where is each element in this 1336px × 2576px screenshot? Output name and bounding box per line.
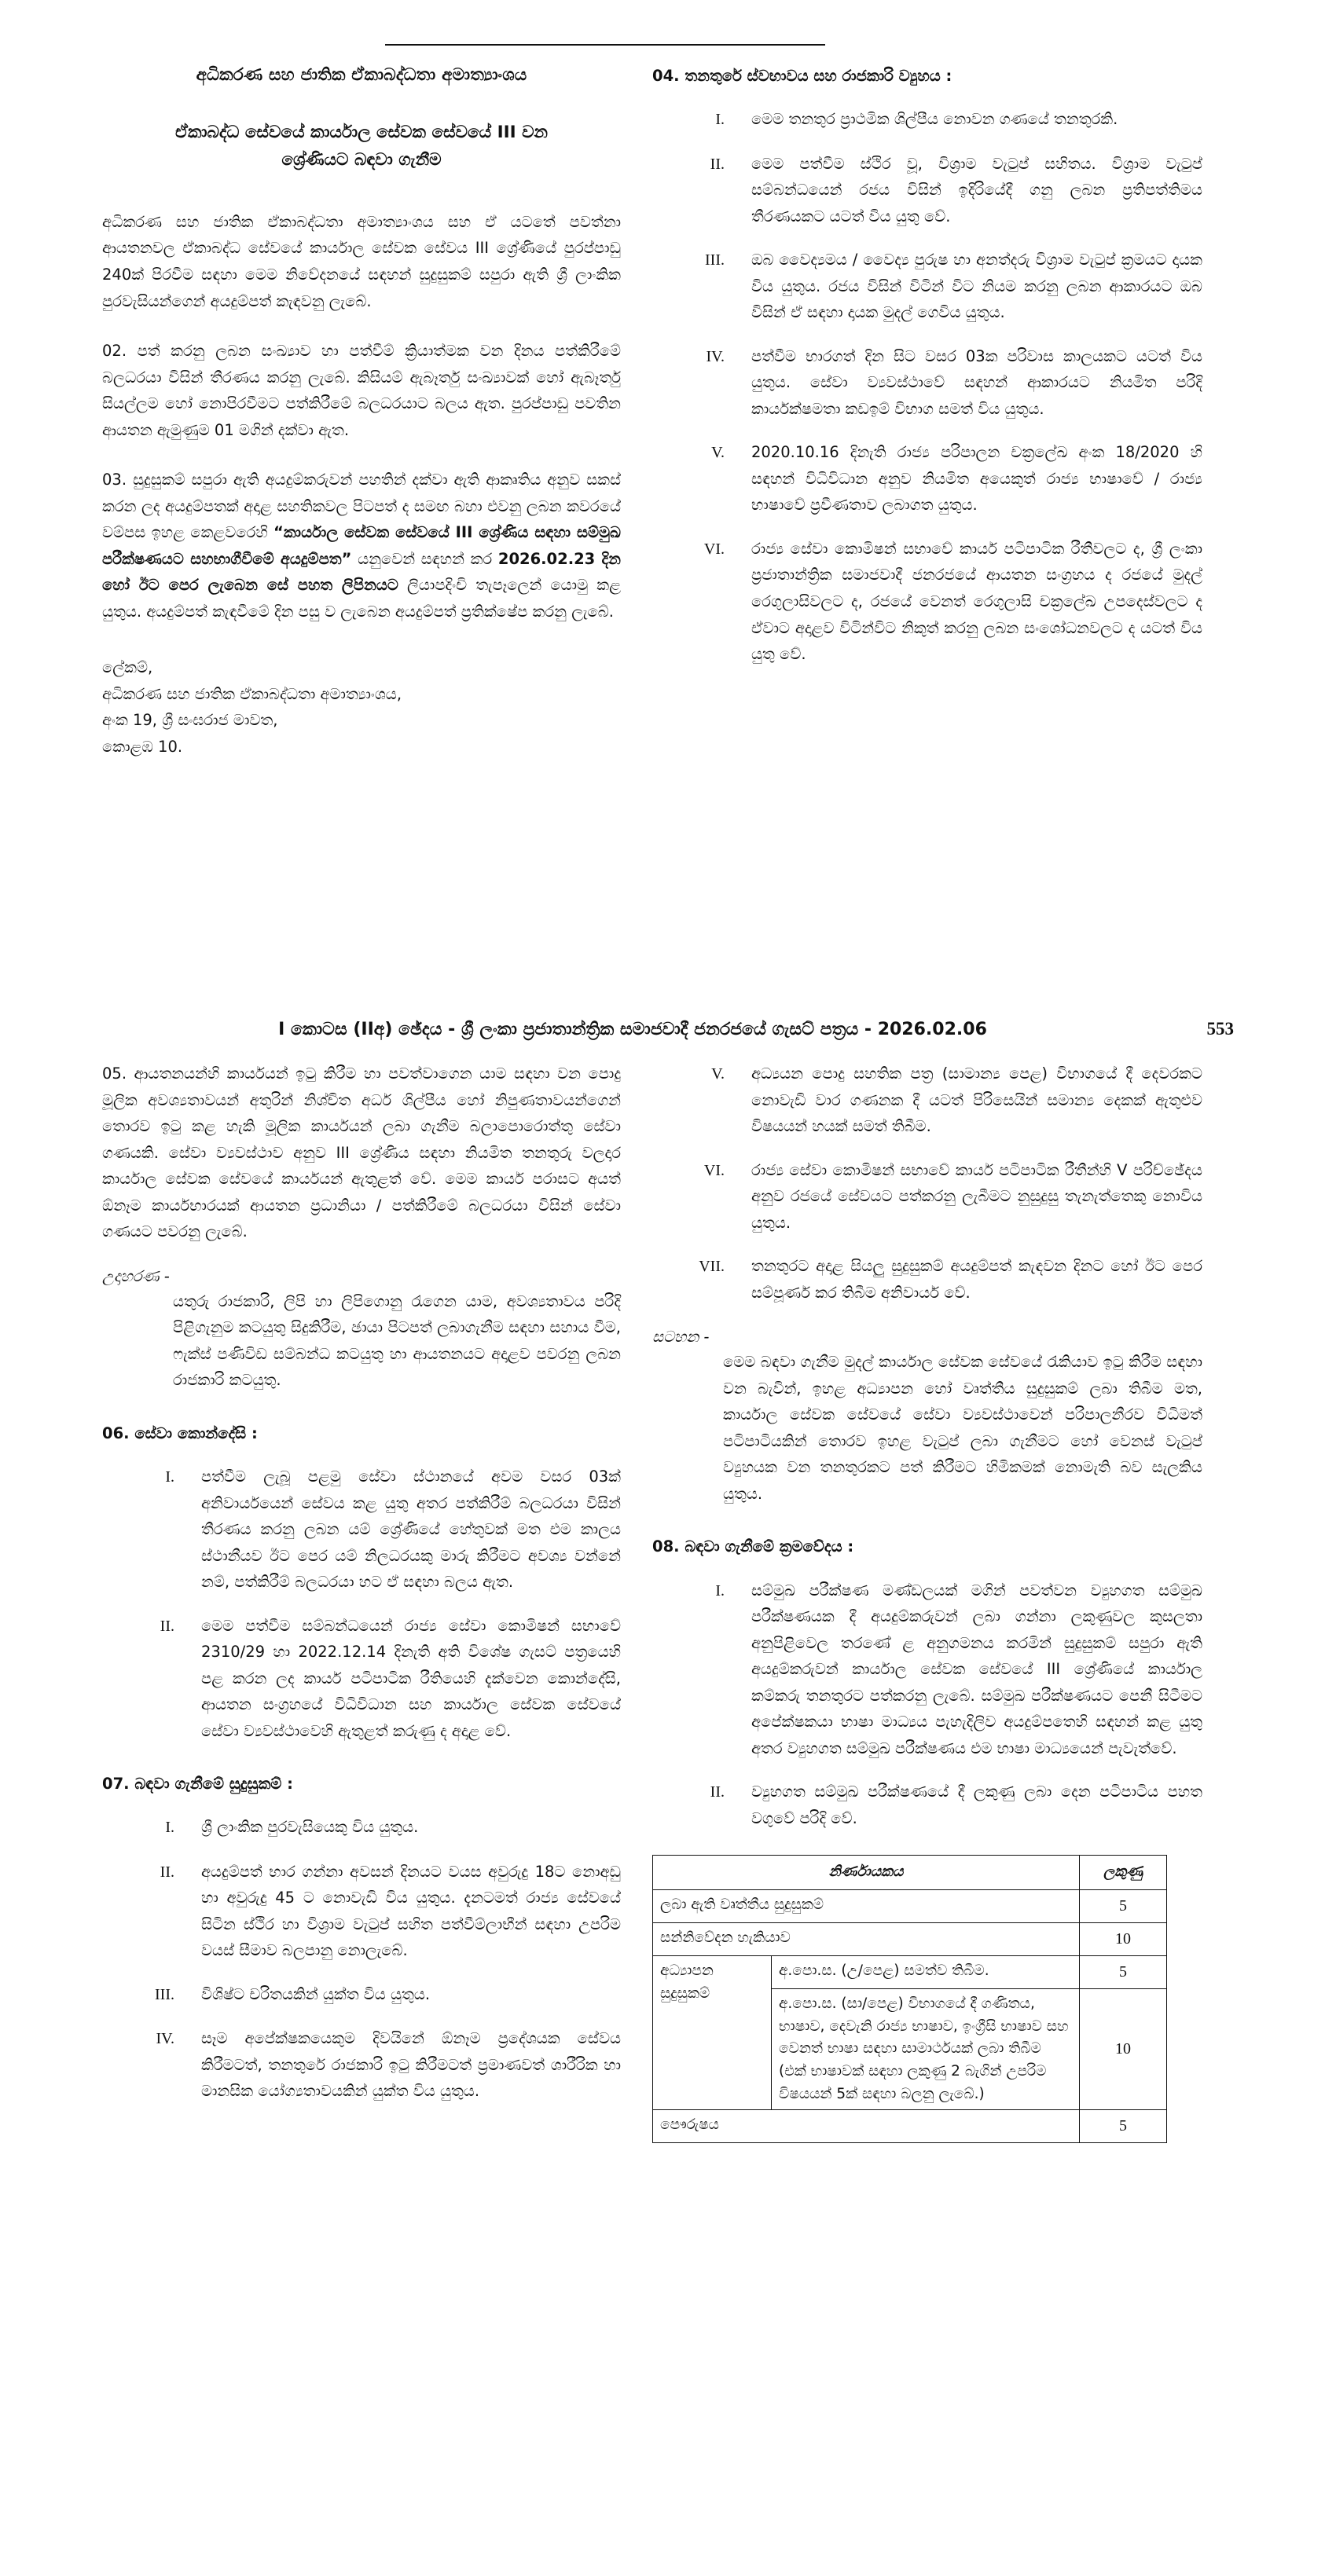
- list-item: [652, 1577, 1202, 1762]
- list-item: [652, 247, 1202, 326]
- list-item: [652, 343, 1202, 423]
- section-08-list: [652, 1577, 1202, 1832]
- list-item-text: තනතුරට අදාළ සියලු සුදුසුකම් අයදුම්පත් කැඳවන දිනට හෝ ඊට පෙර සම්පූර්ණ කර තිබීම අනිවාර්ය වේ.: [751, 1257, 1202, 1302]
- list-item-number: V.: [711, 1065, 725, 1083]
- table-row: [653, 1923, 1167, 1956]
- list-item-text: පත්වීම ලැබූ පළමු සේවා ස්ථානයේ අවම වසර 03ක් අනිවාර්යයෙන් සේවය කළ යුතු අතර පත්කිරීම් බලධරයා විසින් තීරණය කරනු ලබන යම් ශ්‍රේණියේ හේතුවක් මත එම කාලය ස්ථානීයව ඊට පෙර යම් නිලධරයකු මාරු කිරීමට අවශ්‍ය වන්නේ නම්, පත්කිරීම් බලධරයා හට ඒ සඳහා බලය ඇත.: [201, 1467, 621, 1592]
- list-item: [652, 1253, 1202, 1306]
- section-04-list: [652, 106, 1202, 667]
- list-item: [102, 1464, 621, 1596]
- signature-line-4: කොළඹ 10.: [102, 737, 183, 756]
- paragraph-03-part-a: 03. සුදුසුකම් සපුරා ඇති අයදුම්කරුවන් පහතින් දක්වා ඇති ආකෘතිය අනුව සකස් කරන ලද අයදුම්පතක් අදාළ සහතිකවල පිටපත් ද සමඟ බහා එවනු ලබන කවරයේ වම්පස ඉහළ කෙළවරෙහි: [102, 471, 621, 542]
- list-item-number: I.: [165, 1819, 174, 1837]
- table-cell-criteria: ලබා ඇති වෘත්තීය සුදුසුකම්: [653, 1890, 1080, 1923]
- table-header-marks: ලකුණු: [1080, 1856, 1167, 1890]
- list-item-text: පත්වීම භාරගත් දින සිට වසර 03ක පරිවාස කාලයකට යටත් විය යුතුය. සේවා ව්‍යවස්ථාවේ සඳහන් ආකාරයට නියමිත පරිදි කාර්යක්ෂමතා කඩඉම් විභාග සමත් විය යුතුය.: [751, 346, 1202, 418]
- list-item-number: III.: [155, 1985, 174, 2003]
- list-item: [652, 1061, 1202, 1140]
- list-item: [652, 1157, 1202, 1237]
- list-item: [652, 1779, 1202, 1831]
- list-item-number: IV.: [706, 347, 725, 365]
- list-item-number: VII.: [699, 1258, 725, 1276]
- notice-title-line2: ශ්‍රේණියට බඳවා ගැනීම: [281, 150, 442, 170]
- notice-title-line1: ඒකාබද්ධ සේවයේ කාර්යාල සේවක සේවයේ III වන: [174, 123, 549, 143]
- right-column-bottom: [652, 1061, 1202, 2143]
- table-cell-marks: 5: [1080, 2110, 1167, 2143]
- table-row: [653, 2110, 1167, 2143]
- paragraph-03-part-c: ලියාපදිංචි තැපෑලෙන් යොමු කළ යුතුය. අයදුම්පත් කැඳවීමේ දින පසු ව ලැබෙන අයදුම්පත් ප්‍රතික්ෂේප කරනු ලැබේ.: [102, 576, 621, 621]
- list-item-text: මෙම පත්වීම ස්ථිර වූ, විශ්‍රාම වැටුප් සහිතය. විශ්‍රාම වැටුප් සම්බන්ධයෙන් රජය විසින් ඉදිරියේදී ගනු ලබන ප්‍රතිපත්තිමය තීරණයකට යටත් විය යුතු වේ.: [751, 154, 1202, 225]
- table-cell-marks: 10: [1080, 1989, 1167, 2110]
- list-item-number: II.: [160, 1617, 174, 1635]
- table-cell-criteria: පෞරුෂය: [653, 2110, 1080, 2143]
- running-header-text: I කොටස (IIඅ) ඡේදය - ශ්‍රී ලංකා ප්‍රජාතාන්ත්‍රික සමාජවාදී ජනරජයේ ගැසට් පත්‍රය - 2026.02.06: [278, 1020, 987, 1039]
- section-07-heading: 07. බඳවා ගැනීමේ සුදුසුකම් :: [102, 1775, 293, 1794]
- list-item: [102, 1859, 621, 1964]
- list-item-text: 2020.10.16 දිනැති රාජ්‍ය පරිපාලන චක්‍රලේඛ අංක 18/2020 හි සඳහන් විධිවිධාන අනුව නියමිත අයෙකුත් රාජ්‍ය භාෂාවේ / රාජ්‍ය භාෂාවේ ප්‍රවීණතාව ලබාගත යුතුය.: [751, 443, 1202, 515]
- notice-title: [102, 119, 621, 174]
- top-divider-rule: [385, 44, 825, 46]
- left-column-bottom: [102, 1061, 621, 2105]
- list-item: [652, 106, 1202, 133]
- section-07-list: [102, 1814, 621, 2105]
- table-row: [653, 1956, 1167, 1989]
- ministry-name: අධිකරණ සහ ජාතික ඒකාබද්ධතා අමාත්‍යාංශය: [196, 65, 527, 85]
- list-item-number: VI.: [703, 1161, 725, 1179]
- table-cell-criteria: අ.පො.ස. (උ/පෙළ) සමත්ව තිබීම.: [772, 1956, 1080, 1989]
- list-item: [102, 1814, 621, 1841]
- paragraph-01: අධිකරණ සහ ජාතික ඒකාබද්ධතා අමාත්‍යාංශය සහ ඒ යටතේ පවත්නා ආයතනවල ඒකාබද්ධ සේවයේ කාර්යාල සේවක සේවය III ශ්‍රේණියේ පුරප්පාඩු 240ක් පිරවීම සඳහා මෙම නිවේදනයේ සඳහන් සුදුසුකම් සපුරා ඇති ශ්‍රී ලාංකික පුරවැසියන්ගෙන් අයදුම්පත් කැඳවනු ලැබේ.: [102, 212, 621, 310]
- list-item-text: අධ්‍යයන පොදු සහතික පත්‍ර (සාමාන්‍ය පෙළ) විභාගයේ දී දෙවරකට නොවැඩි වාර ගණනක දී යටත් පිරිසෙයින් සමාන්‍ය දෙකක් ඇතුළුව විෂයයන් හයක් සමත් තිබීම.: [751, 1064, 1202, 1136]
- list-item-number: I.: [715, 111, 725, 129]
- left-column-top: [102, 63, 621, 760]
- list-item: [652, 536, 1202, 668]
- list-item-text: සෑම අපේක්ෂකයෙකුම දිවයිනේ ඕනෑම ප්‍රදේශයක සේවය කිරීමටත්, තනතුරේ රාජකාරි ඉටු කිරීමටත් ප්‍රමාණවත් ශාරීරික හා මානසික යෝග්‍යතාවයකින් යුක්ත විය යුතුය.: [201, 2029, 621, 2101]
- table-row: [653, 1890, 1167, 1923]
- list-item: [652, 439, 1202, 518]
- list-item-number: II.: [710, 155, 725, 173]
- list-item: [102, 2025, 621, 2105]
- marks-table: [652, 1855, 1167, 2143]
- table-header-criteria: නිර්ණායකය: [653, 1856, 1080, 1890]
- paragraph-03-bold-deadline: 2026.02.23 දින හෝ ඊට පෙර ලැබෙන සේ පහත ලිපිනයට: [102, 549, 621, 595]
- section-06-heading: 06. සේවා කොන්දේසි :: [102, 1424, 258, 1442]
- list-item-text: ශ්‍රී ලාංකික පුරවැසියෙකු විය යුතුය.: [201, 1818, 419, 1837]
- list-item-number: I.: [715, 1581, 725, 1599]
- section-08-heading: 08. බඳවා ගැනීමේ ක්‍රමවේදය :: [652, 1537, 854, 1556]
- table-cell-category: අධ්‍යාපන සුදුසුකම්: [653, 1956, 772, 2110]
- list-item-text: රාජ්‍ය සේවා කොමිෂන් සභාවේ කාර්ය පටිපාටික රීතීන්හි V පරිච්ඡේදය අනුව රජයේ සේවයට පත්කරනු ලැබීමට නුසුදුසු තැනැත්තෙකු නොවිය යුතුය.: [751, 1160, 1202, 1232]
- example-label: උදාහරණ -: [102, 1266, 170, 1285]
- running-header: [102, 1019, 1234, 1039]
- example-text: යතුරු රාජකාරි, ලිපි හා ලිපිගොනු රැගෙන යාම, අවශ්‍යතාවය පරිදි පිළිගැනුම කටයුතු සිදුකිරීම, ඡායා පිටපත් ලබාගැනීම සඳහා සහාය වීම, ෆැක්ස් පණිවිඩ සම්බන්ධ කටයුතු හා ආයතනයට අදාළව පවරනු ලබන රාජකාරි කටයුතු.: [173, 1292, 621, 1390]
- paragraph-02: 02. පත් කරනු ලබන සංඛ්‍යාව හා පත්වීම් ක්‍රියාත්මක වන දිනය පත්කිරීමේ බලධරයා විසින් තීරණය කරනු ලැබේ. කිසියම් ඇබෑර්තු සංඛ්‍යාවක් හෝ ඇබෑර්තු සියල්ලම හෝ නොපිරවීමට පත්කිරීමේ බලධරයාට බලය ඇත. පුරප්පාඩු පවතින ආයතන ඇමුණුම 01 මගින් දක්වා ඇත.: [102, 342, 621, 439]
- paragraph-03: [102, 467, 621, 625]
- table-cell-criteria: සන්නිවේදන හැකියාව: [653, 1923, 1080, 1956]
- right-column-top: [652, 63, 1202, 668]
- list-item: [102, 1613, 621, 1745]
- table-cell-criteria: අ.පො.ස. (සා/පෙළ) විභාගයේ දී ගණිතය, භාෂාව, දෙවැනි රාජ්‍ය භාෂාව, ඉංග්‍රීසි භාෂාව සහ වෙනත් භාෂා සඳහා සාමාර්ථයක් ලබා තිබීම (එක් භාෂාවක් සඳහා ලකුණු 2 බැගින් උපරිම විෂයයන් 5ක් සඳහා බලනු ලැබේ.): [772, 1989, 1080, 2110]
- signature-block: [102, 654, 621, 760]
- list-item-number: I.: [165, 1468, 174, 1486]
- list-item-text: ව්‍යුහගත සම්මුඛ පරීක්ෂණයේ දී ලකුණු ලබා දෙන පටිපාටිය පහත වගුවේ පරිදි වේ.: [751, 1783, 1202, 1827]
- list-item-text: මෙම පත්වීම සම්බන්ධයෙන් රාජ්‍ය සේවා කොමිෂන් සභාවේ 2310/29 හා 2022.12.14 දිනැති අති විශේෂ ගැසට් පත්‍රයෙහි පළ කරන ලද කාර්ය පටිපාටික රීතියෙහි දැක්වෙන කොන්දේසි, ආයතන සංග්‍රහයේ විධිවිධාන සහ කාර්යාල සේවක සේවයේ සේවා ව්‍යවස්ථාවෙහි ඇතුළත් කරුණු ද අදාළ වේ.: [201, 1616, 621, 1740]
- paragraph-05: 05. ආයතනයන්හි කාර්යයන් ඉටු කිරීම හා පවත්වාගෙන යාම සඳහා වන පොදු මූලික අවශ්‍යතාවයන් අතුරින් නිශ්චිත අර්ධ ශිල්පීය හෝ නිපුණතාවයන්ගෙන් තොරව ඉටු කළ හැකි මූලික කාර්යයන් ලබා ගැනීම බලාපොරොත්තු සේවා ගණයකි. සේවා ව්‍යවස්ථාව අනුව III ශ්‍රේණිය සඳහා නියමිත තනතුරු වලදාර කාර්යාල සේවක සේවයේ කාර්යයන් ඇතුළත් වේ. මෙම කාර්ය පරාසට අයත් ඕනෑම කාර්යභාරයක් ආයතන ප්‍රධානියා / පත්කිරීමේ බලධරයා විසින් සේවා ගණයට පවරනු ලැබේ.: [102, 1064, 621, 1241]
- list-item-number: II.: [160, 1863, 174, 1881]
- list-item-text: සම්මුඛ පරීක්ෂණ මණ්ඩලයක් මගින් පවත්වන ව්‍යුහගත සම්මුඛ පරීක්ෂණයක දී අයදුම්කරුවන් ලබා ගන්නා ලකුණුවල කුසලතා අනුපිළිවෙල තරණේ ළ අනුගමනය කරමින් සුදුසුකම් සපුරා ඇති අයදුම්කරුවන් කාර්යාල සේවක සේවයේ III ශ්‍රේණියේ කාර්යාල කම්කරු තනතුරට පත්කරනු ලැබේ. සම්මුඛ පරීක්ෂණයට පෙනී සිටීමට අපේක්ෂකයා භාෂා මාධ්‍යය පැහැදිලිව අයදුම්පතෙහි සඳහන් කළ යුතු අතර ව්‍යුහගත සම්මුඛ පරීක්ෂණය එම භාෂා මාධ්‍යයෙන් පැවැත්වේ.: [751, 1581, 1202, 1757]
- list-item: [652, 151, 1202, 230]
- list-item-number: III.: [705, 251, 725, 269]
- table-cell-marks: 5: [1080, 1890, 1167, 1923]
- note-text: මෙම බඳවා ගැනීම මුදල් කාර්යාල සේවක සේවයේ රැකියාව ඉටු කිරීම සඳහා වන බැවින්, ඉහළ අධ්‍යාපන හෝ වෘත්තීය සුදුසුකම් ලබා තිබීම මත, කාර්යාල සේවක සේවයේ සේවා ව්‍යවස්ථාවෙන් පරිපාලනීරව විධිමත් පටිපාටියකින් තොරව ඉහළ වැටුප් ලබා ගැනීමට හෝ වෙනස් වැටුප් ව්‍යුහයක වන තනතුරකට පත් කිරීමට හිමිකමක් නොමැති බව සැලකිය යුතුය.: [723, 1353, 1202, 1503]
- section-07-continued-list: [652, 1061, 1202, 1306]
- table-header-row: [653, 1856, 1167, 1890]
- note-label: සටහන -: [652, 1328, 710, 1347]
- list-item-text: මෙම තනතුර ප්‍රාථමික ශිල්පීය නොවන ගණයේ තනතුරකි.: [751, 110, 1118, 129]
- section-04-heading: 04. තනතුරේ ස්වභාවය සහ රාජකාරි ව්‍යුහය :: [652, 67, 952, 85]
- list-item-text: රාජ්‍ය සේවා කොමිෂන් සභාවේ කාර්ය පටිපාටික රීතීවලට ද, ශ්‍රී ලංකා ප්‍රජාතාන්ත්‍රික සමාජවාදී ජනරජයේ ආයතන සංග්‍රහය ද රජයේ මුදල් රෙගුලාසිවලට ද, රජයේ වෙනත් රෙගුලාසි චක්‍රලේඛ උපදෙස්වලට ද ඒවාට අදාළව විටින්විට නිකුත් කරනු ලබන සංශෝධනවලට ද යටත් විය යුතු වේ.: [751, 539, 1202, 664]
- section-06-list: [102, 1464, 621, 1744]
- table-cell-marks: 5: [1080, 1956, 1167, 1989]
- list-item-number: II.: [710, 1783, 725, 1801]
- paragraph-03-part-b: යනුවෙන් සඳහන් කර: [351, 549, 498, 568]
- signature-line-1: ලේකම්,: [102, 658, 153, 677]
- list-item: [102, 1981, 621, 2008]
- list-item-number: VI.: [703, 540, 725, 558]
- list-item-number: IV.: [156, 2030, 174, 2048]
- list-item-text: ඔබ වෛද්‍යමය / වෛද්‍ය පුරුෂ හා අනත්දරු විශ්‍රාම වැටුප් ක්‍රමයට දායක විය යුතුය. රජය විසින් විටින් විට නියම කරනු ලබන ආකාරයට ඔබ විසින් ඒ සඳහා දායක මුදල් ගෙවිය යුතුය.: [751, 251, 1202, 322]
- list-item-text: විශිෂ්ට චරිතයකින් යුක්ත විය යුතුය.: [201, 1984, 431, 2003]
- page-number: 553: [1206, 1019, 1234, 1039]
- signature-line-3: අංක 19, ශ්‍රී සංඝරාජ මාවත,: [102, 711, 278, 730]
- table-cell-marks: 10: [1080, 1923, 1167, 1956]
- list-item-text: අයදුම්පත් භාර ගන්නා අවසන් දිනයට වයස අවුරුදු 18ට නොඅඩු හා අවුරුදු 45 ට නොවැඩි විය යුතුය. දැනටමත් රාජ්‍ය සේවයේ සිටින ස්ථිර හා විශ්‍රාම වැටුප් සහිත පත්වීම්ලාභීන් සඳහා උපරිම වයස් සීමාව බලපානු නොලැබේ.: [201, 1862, 621, 1960]
- signature-line-2: අධිකරණ සහ ජාතික ඒකාබද්ධතා අමාත්‍යාංශය,: [102, 684, 402, 703]
- list-item-number: V.: [711, 444, 725, 462]
- paragraph-03-bold-envelope: “කාර්යාල සේවක සේවයේ III ශ්‍රේණිය සඳහා සම්මුඛ පරීක්ෂණයට සහභාගීවීමේ අයදුම්පත”: [102, 523, 621, 568]
